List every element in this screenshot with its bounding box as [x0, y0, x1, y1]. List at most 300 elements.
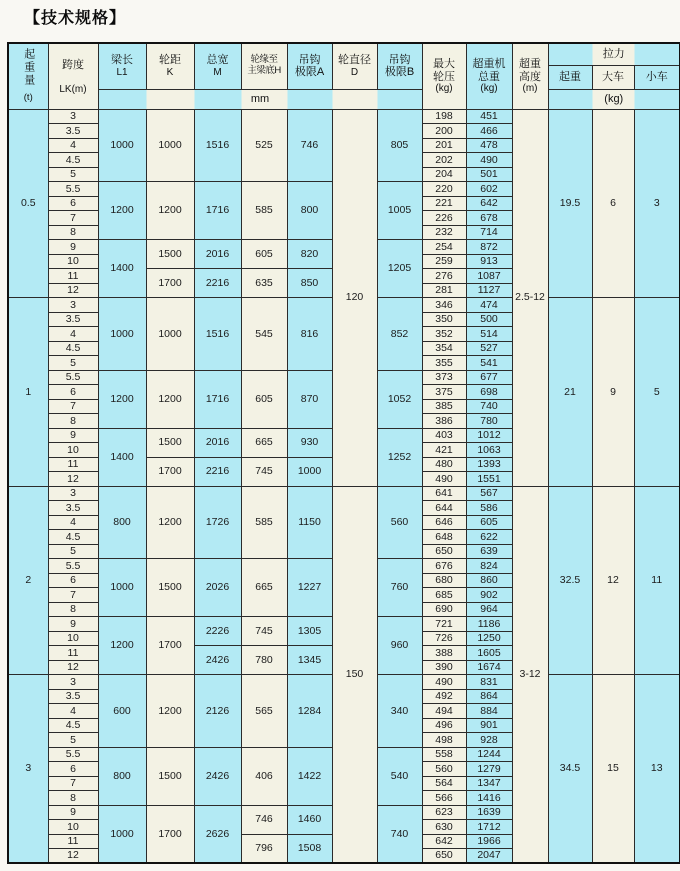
cell-wheel-diameter: 120 — [332, 109, 377, 486]
header-hook-limit-b-l2: 极限B — [384, 66, 415, 79]
cell-crane-weight: 541 — [466, 356, 512, 371]
cell-overall-width: 1726 — [194, 486, 241, 559]
cell-pull-bridge: 6 — [592, 109, 634, 298]
cell-crane-weight: 780 — [466, 414, 512, 429]
cell-rim-to-beam: 745 — [241, 457, 287, 486]
cell-crane-weight: 2047 — [466, 849, 512, 864]
cell-hook-limit-a: 820 — [287, 240, 332, 269]
cell-pull-trolley: 13 — [634, 675, 680, 864]
cell-pull-bridge: 9 — [592, 298, 634, 487]
cell-max-wheel-pressure: 259 — [422, 254, 466, 269]
cell-max-wheel-pressure: 494 — [422, 704, 466, 719]
cell-hook-limit-b: 740 — [377, 805, 422, 863]
cell-hook-limit-b: 1005 — [377, 182, 422, 240]
cell-overall-width: 2426 — [194, 646, 241, 675]
cell-hook-limit-b: 852 — [377, 298, 422, 371]
cell-max-wheel-pressure: 281 — [422, 283, 466, 298]
cell-wheelbase: 1700 — [146, 457, 194, 486]
cell-wheelbase: 1000 — [146, 109, 194, 182]
cell-max-wheel-pressure: 648 — [422, 530, 466, 545]
cell-crane-weight: 1087 — [466, 269, 512, 284]
cell-hook-limit-b: 805 — [377, 109, 422, 182]
cell-crane-weight: 884 — [466, 704, 512, 719]
cell-hook-limit-a: 1345 — [287, 646, 332, 675]
cell-max-wheel-pressure: 566 — [422, 791, 466, 806]
header-hook-limit-a — [287, 43, 332, 89]
cell-max-wheel-pressure: 352 — [422, 327, 466, 342]
cell-hook-limit-b: 960 — [377, 617, 422, 675]
cell-max-wheel-pressure: 220 — [422, 182, 466, 197]
cell-max-wheel-pressure: 421 — [422, 443, 466, 458]
cell-rim-to-beam: 585 — [241, 182, 287, 240]
cell-crane-weight: 860 — [466, 573, 512, 588]
cell-hook-limit-b: 760 — [377, 559, 422, 617]
cell-max-wheel-pressure: 385 — [422, 399, 466, 414]
cell-crane-weight: 466 — [466, 124, 512, 139]
cell-crane-weight: 913 — [466, 254, 512, 269]
cell-max-wheel-pressure: 198 — [422, 109, 466, 124]
cell-max-wheel-pressure: 204 — [422, 167, 466, 182]
cell-hook-limit-a: 850 — [287, 269, 332, 298]
cell-span: 5.5 — [48, 747, 98, 762]
cell-rim-to-beam: 565 — [241, 675, 287, 748]
cell-crane-weight: 677 — [466, 370, 512, 385]
cell-crane-weight: 872 — [466, 240, 512, 255]
cell-span: 3 — [48, 675, 98, 690]
cell-max-wheel-pressure: 650 — [422, 849, 466, 864]
cell-span: 6 — [48, 573, 98, 588]
cell-span: 8 — [48, 791, 98, 806]
cell-hook-limit-a: 1305 — [287, 617, 332, 646]
cell-beam-length: 1000 — [98, 298, 146, 371]
cell-wheelbase: 1500 — [146, 747, 194, 805]
header-lift-height — [512, 43, 548, 109]
cell-overall-width: 2216 — [194, 457, 241, 486]
header-hook-limit-a-l2: 极限A — [294, 66, 325, 79]
header-overall-width — [194, 43, 241, 89]
cell-beam-length: 1200 — [98, 370, 146, 428]
cell-hook-limit-a: 1508 — [287, 834, 332, 863]
cell-beam-length: 1200 — [98, 182, 146, 240]
cell-hook-limit-a: 870 — [287, 370, 332, 428]
header-lifting-capacity-label: 起重量 — [22, 48, 35, 88]
page-title: 【技术规格】 — [24, 10, 127, 27]
header-pull-unit: (kg) — [548, 89, 680, 109]
cell-max-wheel-pressure: 726 — [422, 631, 466, 646]
cell-overall-width: 1516 — [194, 109, 241, 182]
cell-crane-weight: 1244 — [466, 747, 512, 762]
cell-max-wheel-pressure: 254 — [422, 240, 466, 255]
header-crane-total-weight-unit: (kg) — [480, 83, 498, 95]
cell-pull-lifting: 21 — [548, 298, 592, 487]
cell-overall-width: 2216 — [194, 269, 241, 298]
cell-max-wheel-pressure: 490 — [422, 472, 466, 487]
cell-span: 4 — [48, 327, 98, 342]
cell-beam-length: 1000 — [98, 109, 146, 182]
cell-span: 7 — [48, 776, 98, 791]
cell-crane-weight: 928 — [466, 733, 512, 748]
header-rim-to-beam-l2: 主梁底H — [247, 65, 281, 77]
cell-max-wheel-pressure: 232 — [422, 225, 466, 240]
cell-crane-weight: 1279 — [466, 762, 512, 777]
cell-crane-weight: 527 — [466, 341, 512, 356]
cell-span: 11 — [48, 269, 98, 284]
cell-pull-bridge: 15 — [592, 675, 634, 864]
cell-overall-width: 2426 — [194, 747, 241, 805]
header-mm-unit: mm — [98, 89, 422, 109]
cell-max-wheel-pressure: 496 — [422, 718, 466, 733]
cell-span: 11 — [48, 457, 98, 472]
cell-span: 12 — [48, 472, 98, 487]
cell-max-wheel-pressure: 650 — [422, 544, 466, 559]
spec-table — [7, 42, 680, 864]
cell-crane-weight: 678 — [466, 211, 512, 226]
cell-wheelbase: 1200 — [146, 486, 194, 559]
header-lifting-capacity — [8, 43, 48, 109]
cell-span: 3.5 — [48, 501, 98, 516]
cell-span: 7 — [48, 399, 98, 414]
cell-crane-weight: 698 — [466, 385, 512, 400]
cell-span: 11 — [48, 834, 98, 849]
cell-max-wheel-pressure: 386 — [422, 414, 466, 429]
cell-crane-weight: 1712 — [466, 820, 512, 835]
cell-hook-limit-b: 1205 — [377, 240, 422, 298]
cell-overall-width: 2226 — [194, 617, 241, 646]
cell-span: 10 — [48, 443, 98, 458]
cell-crane-weight: 740 — [466, 399, 512, 414]
cell-span: 3 — [48, 298, 98, 313]
header-crane-total-weight-l1: 超重机 — [472, 57, 506, 70]
header-span-label: 跨度 — [62, 59, 84, 72]
cell-span: 7 — [48, 211, 98, 226]
cell-crane-weight: 490 — [466, 153, 512, 168]
cell-capacity: 3 — [8, 675, 48, 864]
cell-wheelbase: 1200 — [146, 675, 194, 748]
cell-capacity: 2 — [8, 486, 48, 675]
cell-crane-weight: 642 — [466, 196, 512, 211]
header-lift-height-l1: 超重 — [519, 57, 541, 70]
header-overall-width-label: 总宽 — [206, 54, 229, 67]
cell-max-wheel-pressure: 200 — [422, 124, 466, 139]
cell-wheel-diameter: 150 — [332, 486, 377, 863]
cell-max-wheel-pressure: 492 — [422, 689, 466, 704]
table-row — [8, 486, 680, 501]
cell-capacity: 0.5 — [8, 109, 48, 298]
cell-crane-weight: 474 — [466, 298, 512, 313]
cell-max-wheel-pressure: 355 — [422, 356, 466, 371]
cell-overall-width: 1716 — [194, 370, 241, 428]
cell-span: 9 — [48, 805, 98, 820]
cell-hook-limit-a: 746 — [287, 109, 332, 182]
cell-rim-to-beam: 665 — [241, 559, 287, 617]
cell-span: 9 — [48, 617, 98, 632]
cell-max-wheel-pressure: 630 — [422, 820, 466, 835]
cell-rim-to-beam: 780 — [241, 646, 287, 675]
cell-max-wheel-pressure: 690 — [422, 602, 466, 617]
header-pull-trolley: 小车 — [634, 65, 680, 89]
cell-span: 10 — [48, 631, 98, 646]
cell-wheelbase: 1200 — [146, 370, 194, 428]
cell-crane-weight: 567 — [466, 486, 512, 501]
cell-span: 5.5 — [48, 370, 98, 385]
header-max-wheel-pressure-l2: 轮压 — [433, 70, 455, 83]
cell-span: 6 — [48, 762, 98, 777]
cell-crane-weight: 1127 — [466, 283, 512, 298]
header-lifting-capacity-unit: (t) — [23, 92, 33, 104]
cell-hook-limit-a: 1000 — [287, 457, 332, 486]
cell-hook-limit-a: 816 — [287, 298, 332, 371]
cell-pull-trolley: 5 — [634, 298, 680, 487]
cell-beam-length: 1200 — [98, 617, 146, 675]
cell-hook-limit-a: 930 — [287, 428, 332, 457]
cell-span: 3 — [48, 486, 98, 501]
cell-wheelbase: 1700 — [146, 269, 194, 298]
cell-max-wheel-pressure: 641 — [422, 486, 466, 501]
cell-span: 5 — [48, 544, 98, 559]
cell-span: 5 — [48, 167, 98, 182]
cell-hook-limit-a: 1284 — [287, 675, 332, 748]
header-wheelbase-sym: K — [166, 66, 174, 78]
cell-max-wheel-pressure: 560 — [422, 762, 466, 777]
cell-beam-length: 1400 — [98, 428, 146, 486]
header-span-unit: LK(m) — [59, 83, 87, 95]
cell-hook-limit-b: 1252 — [377, 428, 422, 486]
cell-crane-weight: 964 — [466, 602, 512, 617]
cell-max-wheel-pressure: 721 — [422, 617, 466, 632]
header-max-wheel-pressure — [422, 43, 466, 109]
cell-crane-weight: 605 — [466, 515, 512, 530]
cell-hook-limit-b: 340 — [377, 675, 422, 748]
header-beam-length-sym: L1 — [116, 66, 128, 78]
cell-max-wheel-pressure: 564 — [422, 776, 466, 791]
cell-crane-weight: 902 — [466, 588, 512, 603]
header-pull-bridge: 大车 — [592, 65, 634, 89]
cell-crane-weight: 1605 — [466, 646, 512, 661]
cell-max-wheel-pressure: 480 — [422, 457, 466, 472]
cell-pull-trolley: 11 — [634, 486, 680, 675]
header-wheel-diameter-label: 轮直径 — [338, 54, 371, 67]
cell-span: 9 — [48, 428, 98, 443]
cell-crane-weight: 1393 — [466, 457, 512, 472]
cell-max-wheel-pressure: 221 — [422, 196, 466, 211]
cell-hook-limit-a: 800 — [287, 182, 332, 240]
header-beam-length-label: 梁长 — [111, 54, 133, 67]
cell-span: 3.5 — [48, 124, 98, 139]
cell-span: 5.5 — [48, 182, 98, 197]
cell-pull-lifting: 32.5 — [548, 486, 592, 675]
cell-max-wheel-pressure: 498 — [422, 733, 466, 748]
cell-overall-width: 2016 — [194, 240, 241, 269]
cell-crane-weight: 1416 — [466, 791, 512, 806]
cell-span: 3 — [48, 109, 98, 124]
cell-hook-limit-a: 1422 — [287, 747, 332, 805]
cell-crane-weight: 901 — [466, 718, 512, 733]
cell-crane-weight: 586 — [466, 501, 512, 516]
cell-rim-to-beam: 605 — [241, 240, 287, 269]
header-rim-to-beam — [241, 43, 287, 89]
cell-max-wheel-pressure: 373 — [422, 370, 466, 385]
cell-crane-weight: 514 — [466, 327, 512, 342]
header-crane-total-weight-l2: 总重 — [478, 70, 500, 83]
cell-crane-weight: 1639 — [466, 805, 512, 820]
cell-overall-width: 2016 — [194, 428, 241, 457]
cell-span: 12 — [48, 849, 98, 864]
cell-crane-weight: 1674 — [466, 660, 512, 675]
cell-span: 12 — [48, 660, 98, 675]
header-rim-to-beam-l1: 轮缘至 — [250, 54, 278, 66]
cell-rim-to-beam: 665 — [241, 428, 287, 457]
cell-span: 5.5 — [48, 559, 98, 574]
cell-span: 11 — [48, 646, 98, 661]
cell-span: 9 — [48, 240, 98, 255]
header-hook-limit-a-l1: 吊钩 — [298, 53, 321, 66]
cell-beam-length: 1400 — [98, 240, 146, 298]
cell-span: 4.5 — [48, 530, 98, 545]
cell-span: 10 — [48, 254, 98, 269]
cell-max-wheel-pressure: 350 — [422, 312, 466, 327]
cell-rim-to-beam: 605 — [241, 370, 287, 428]
header-wheelbase-label: 轮距 — [159, 54, 181, 67]
cell-max-wheel-pressure: 202 — [422, 153, 466, 168]
header-pull-force: 拉力 — [548, 43, 680, 65]
header-wheel-diameter-sym: D — [350, 66, 359, 78]
cell-hook-limit-a: 1227 — [287, 559, 332, 617]
cell-span: 8 — [48, 414, 98, 429]
cell-span: 5 — [48, 356, 98, 371]
header-pull-lifting: 起重 — [548, 65, 592, 89]
cell-lift-height: 2.5-12 — [512, 109, 548, 486]
cell-max-wheel-pressure: 388 — [422, 646, 466, 661]
header-crane-total-weight — [466, 43, 512, 109]
cell-span: 4.5 — [48, 341, 98, 356]
cell-crane-weight: 714 — [466, 225, 512, 240]
cell-beam-length: 1000 — [98, 559, 146, 617]
cell-beam-length: 1000 — [98, 805, 146, 863]
cell-span: 6 — [48, 196, 98, 211]
cell-pull-lifting: 34.5 — [548, 675, 592, 864]
cell-span: 3.5 — [48, 312, 98, 327]
cell-wheelbase: 1700 — [146, 805, 194, 863]
cell-rim-to-beam: 635 — [241, 269, 287, 298]
cell-max-wheel-pressure: 390 — [422, 660, 466, 675]
cell-span: 7 — [48, 588, 98, 603]
cell-span: 4 — [48, 704, 98, 719]
cell-span: 3.5 — [48, 689, 98, 704]
cell-span: 10 — [48, 820, 98, 835]
cell-span: 5 — [48, 733, 98, 748]
header-beam-length — [98, 43, 146, 89]
cell-max-wheel-pressure: 623 — [422, 805, 466, 820]
cell-span: 12 — [48, 283, 98, 298]
header-lift-height-l2: 高度 — [519, 70, 541, 83]
cell-span: 4.5 — [48, 718, 98, 733]
cell-max-wheel-pressure: 644 — [422, 501, 466, 516]
cell-hook-limit-b: 540 — [377, 747, 422, 805]
cell-pull-trolley: 3 — [634, 109, 680, 298]
cell-rim-to-beam: 545 — [241, 298, 287, 371]
cell-span: 6 — [48, 385, 98, 400]
cell-rim-to-beam: 406 — [241, 747, 287, 805]
cell-overall-width: 2626 — [194, 805, 241, 863]
header-max-wheel-pressure-l1: 最大 — [433, 57, 455, 70]
cell-hook-limit-b: 1052 — [377, 370, 422, 428]
cell-crane-weight: 1966 — [466, 834, 512, 849]
cell-span: 4 — [48, 515, 98, 530]
cell-crane-weight: 831 — [466, 675, 512, 690]
cell-rim-to-beam: 796 — [241, 834, 287, 863]
cell-crane-weight: 1186 — [466, 617, 512, 632]
cell-max-wheel-pressure: 676 — [422, 559, 466, 574]
cell-crane-weight: 501 — [466, 167, 512, 182]
header-overall-width-sym: M — [213, 66, 222, 78]
cell-wheelbase: 1500 — [146, 428, 194, 457]
cell-pull-lifting: 19.5 — [548, 109, 592, 298]
cell-max-wheel-pressure: 680 — [422, 573, 466, 588]
cell-overall-width: 2026 — [194, 559, 241, 617]
cell-rim-to-beam: 746 — [241, 805, 287, 834]
cell-max-wheel-pressure: 354 — [422, 341, 466, 356]
cell-beam-length: 800 — [98, 747, 146, 805]
cell-hook-limit-a: 1460 — [287, 805, 332, 834]
cell-crane-weight: 639 — [466, 544, 512, 559]
cell-lift-height: 3-12 — [512, 486, 548, 863]
header-hook-limit-b — [377, 43, 422, 89]
cell-wheelbase: 1000 — [146, 298, 194, 371]
cell-max-wheel-pressure: 276 — [422, 269, 466, 284]
cell-overall-width: 1716 — [194, 182, 241, 240]
cell-pull-bridge: 12 — [592, 486, 634, 675]
cell-crane-weight: 500 — [466, 312, 512, 327]
cell-span: 8 — [48, 225, 98, 240]
cell-hook-limit-b: 560 — [377, 486, 422, 559]
cell-crane-weight: 1063 — [466, 443, 512, 458]
cell-max-wheel-pressure: 346 — [422, 298, 466, 313]
cell-rim-to-beam: 745 — [241, 617, 287, 646]
cell-crane-weight: 1347 — [466, 776, 512, 791]
cell-hook-limit-a: 1150 — [287, 486, 332, 559]
cell-span: 4 — [48, 138, 98, 153]
header-max-wheel-pressure-unit: (kg) — [435, 83, 453, 95]
cell-max-wheel-pressure: 201 — [422, 138, 466, 153]
cell-wheelbase: 1700 — [146, 617, 194, 675]
cell-crane-weight: 451 — [466, 109, 512, 124]
header-hook-limit-b-l1: 吊钩 — [388, 53, 411, 66]
header-wheel-diameter — [332, 43, 377, 89]
cell-wheelbase: 1500 — [146, 240, 194, 269]
cell-rim-to-beam: 585 — [241, 486, 287, 559]
cell-span: 8 — [48, 602, 98, 617]
cell-crane-weight: 1551 — [466, 472, 512, 487]
cell-wheelbase: 1200 — [146, 182, 194, 240]
header-span — [48, 43, 98, 109]
cell-crane-weight: 824 — [466, 559, 512, 574]
cell-max-wheel-pressure: 558 — [422, 747, 466, 762]
cell-beam-length: 600 — [98, 675, 146, 748]
cell-crane-weight: 1250 — [466, 631, 512, 646]
cell-overall-width: 1516 — [194, 298, 241, 371]
cell-crane-weight: 622 — [466, 530, 512, 545]
cell-span: 4.5 — [48, 153, 98, 168]
cell-wheelbase: 1500 — [146, 559, 194, 617]
cell-crane-weight: 864 — [466, 689, 512, 704]
cell-crane-weight: 1012 — [466, 428, 512, 443]
header-lift-height-unit: (m) — [522, 83, 538, 95]
header-wheelbase — [146, 43, 194, 89]
cell-max-wheel-pressure: 490 — [422, 675, 466, 690]
cell-max-wheel-pressure: 403 — [422, 428, 466, 443]
cell-capacity: 1 — [8, 298, 48, 487]
cell-max-wheel-pressure: 226 — [422, 211, 466, 226]
